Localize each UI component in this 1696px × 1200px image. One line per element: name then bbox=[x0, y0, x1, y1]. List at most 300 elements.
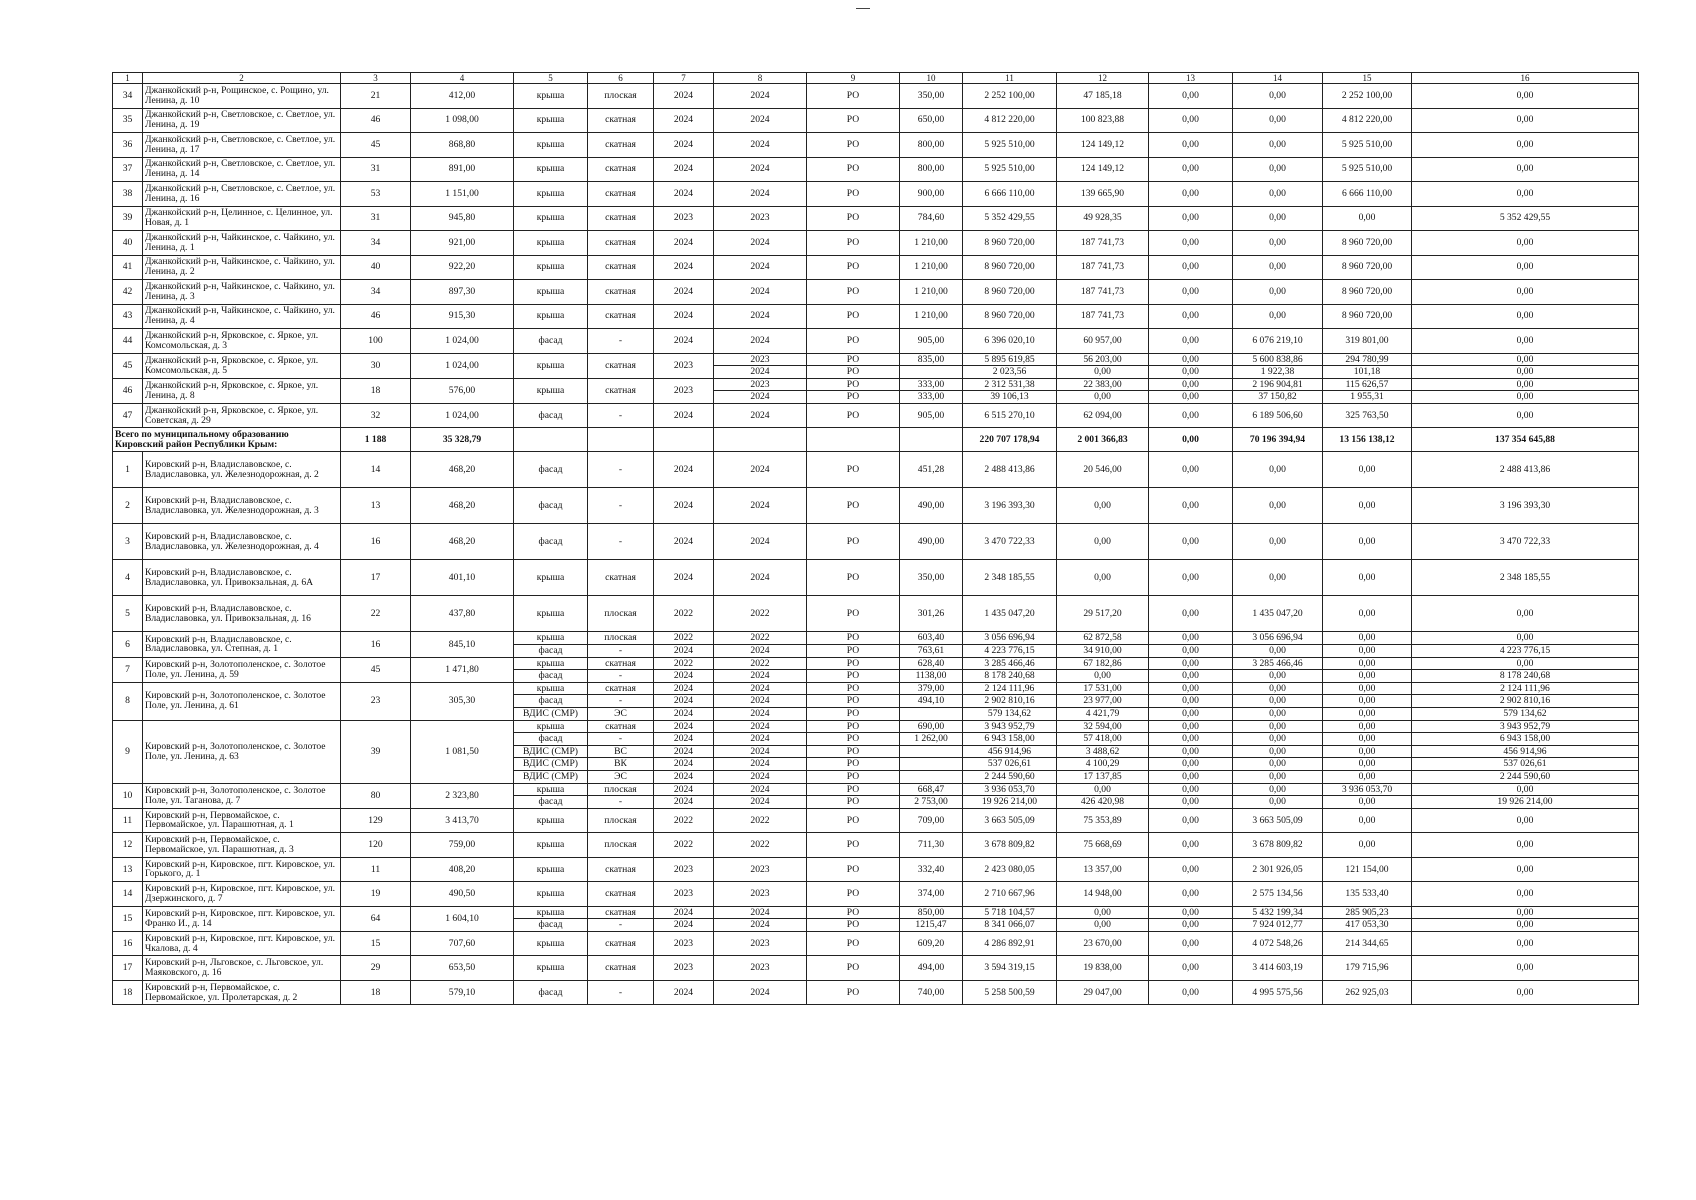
row-cell-c13: 0,00 bbox=[1149, 452, 1233, 488]
row-number: 14 bbox=[113, 882, 143, 907]
row-cell-c7: 2023 bbox=[654, 956, 714, 981]
row-cell-c10: 668,47 bbox=[900, 783, 963, 796]
table-row bbox=[113, 378, 1639, 391]
row-cell-c11: 2 488 413,86 bbox=[963, 452, 1057, 488]
row-number: 7 bbox=[113, 657, 143, 682]
row-cell-c8: 2023 bbox=[714, 857, 807, 882]
table-row bbox=[113, 280, 1639, 305]
row-number: 3 bbox=[113, 524, 143, 560]
row-cell-c7: 2024 bbox=[654, 980, 714, 1005]
row-cell-c8: 2024 bbox=[714, 720, 807, 733]
row-cell-c15: 0,00 bbox=[1323, 524, 1412, 560]
total-c12: 2 001 366,83 bbox=[1057, 428, 1149, 452]
row-cell-c16: 0,00 bbox=[1412, 255, 1639, 280]
row-cell-c6: - bbox=[588, 733, 654, 746]
row-cell-c13: 0,00 bbox=[1149, 808, 1233, 833]
row-address: Джанкойский р-н, Целинное, с. Целинное, ул. Новая, д. 1 bbox=[143, 206, 341, 231]
row-cell-c10: 800,00 bbox=[900, 133, 963, 158]
row-cell-c15: 8 960 720,00 bbox=[1323, 304, 1412, 329]
row-cell-c13: 0,00 bbox=[1149, 378, 1233, 391]
table-row bbox=[113, 632, 1639, 645]
row-cell-c7: 2023 bbox=[654, 857, 714, 882]
row-cell-c15: 0,00 bbox=[1323, 833, 1412, 858]
row-cell-c14: 3 663 505,09 bbox=[1233, 808, 1323, 833]
row-cell-c6: скатная bbox=[588, 882, 654, 907]
row-cell-c13: 0,00 bbox=[1149, 182, 1233, 207]
row-cell-c7: 2022 bbox=[654, 657, 714, 670]
row-cell-c15: 0,00 bbox=[1323, 644, 1412, 657]
row-number: 15 bbox=[113, 906, 143, 931]
row-cell-c5: крыша bbox=[514, 783, 588, 796]
row-cell-c5: крыша bbox=[514, 956, 588, 981]
row-cell-c9: РО bbox=[807, 906, 900, 919]
row-cell-c9: РО bbox=[807, 108, 900, 133]
row-cell-c14: 3 414 603,19 bbox=[1233, 956, 1323, 981]
row-cell-c8: 2024 bbox=[714, 524, 807, 560]
row-cell-c13: 0,00 bbox=[1149, 157, 1233, 182]
row-cell-c5: крыша bbox=[514, 560, 588, 596]
table-row bbox=[113, 304, 1639, 329]
table-row bbox=[113, 857, 1639, 882]
table-row bbox=[113, 882, 1639, 907]
row-apartments: 14 bbox=[341, 452, 411, 488]
row-cell-c14: 2 196 904,81 bbox=[1233, 378, 1323, 391]
row-area: 707,60 bbox=[411, 931, 514, 956]
row-cell-c11: 6 666 110,00 bbox=[963, 182, 1057, 207]
total-apartments: 1 188 bbox=[341, 428, 411, 452]
row-cell-c15: 0,00 bbox=[1323, 632, 1412, 645]
row-cell-c15: 0,00 bbox=[1323, 206, 1412, 231]
row-cell-c9: РО bbox=[807, 980, 900, 1005]
row-cell-c15: 0,00 bbox=[1323, 670, 1412, 683]
table-row bbox=[113, 682, 1639, 695]
row-cell-c14: 0,00 bbox=[1233, 682, 1323, 695]
row-number: 12 bbox=[113, 833, 143, 858]
row-cell-c7: 2022 bbox=[654, 833, 714, 858]
row-address: Кировский р-н, Первомайское, с. Первомайское, ул. Парашютная, д. 3 bbox=[143, 833, 341, 858]
row-cell-c11: 2 710 667,96 bbox=[963, 882, 1057, 907]
row-cell-c11: 2 902 810,16 bbox=[963, 695, 1057, 708]
row-address: Джанкойский р-н, Светловское, с. Светлое, ул. Ленина, д. 14 bbox=[143, 157, 341, 182]
row-cell-c15: 0,00 bbox=[1323, 657, 1412, 670]
row-cell-c16: 0,00 bbox=[1412, 133, 1639, 158]
row-cell-c5: крыша bbox=[514, 108, 588, 133]
table-row bbox=[113, 157, 1639, 182]
row-cell-c6: скатная bbox=[588, 906, 654, 919]
total-empty-cell bbox=[807, 428, 900, 452]
row-number: 9 bbox=[113, 720, 143, 783]
row-cell-c16: 0,00 bbox=[1412, 329, 1639, 354]
row-cell-c13: 0,00 bbox=[1149, 560, 1233, 596]
row-cell-c8: 2024 bbox=[714, 452, 807, 488]
row-cell-c6: плоская bbox=[588, 632, 654, 645]
row-cell-c12: 22 383,00 bbox=[1057, 378, 1149, 391]
row-cell-c15: 0,00 bbox=[1323, 682, 1412, 695]
row-cell-c11: 3 470 722,33 bbox=[963, 524, 1057, 560]
row-cell-c14: 4 995 575,56 bbox=[1233, 980, 1323, 1005]
row-cell-c14: 0,00 bbox=[1233, 206, 1323, 231]
row-cell-c8: 2024 bbox=[714, 980, 807, 1005]
row-cell-c15: 0,00 bbox=[1323, 452, 1412, 488]
row-cell-c15: 0,00 bbox=[1323, 770, 1412, 783]
row-cell-c11: 6 943 158,00 bbox=[963, 733, 1057, 746]
row-cell-c6: - bbox=[588, 403, 654, 428]
row-cell-c7: 2023 bbox=[654, 931, 714, 956]
row-cell-c15: 121 154,00 bbox=[1323, 857, 1412, 882]
row-area: 1 098,00 bbox=[411, 108, 514, 133]
row-cell-c12: 0,00 bbox=[1057, 524, 1149, 560]
table-row bbox=[113, 720, 1639, 733]
row-cell-c5: ВДИС (СМР) bbox=[514, 745, 588, 758]
row-cell-c6: ВС bbox=[588, 745, 654, 758]
row-cell-c5: крыша bbox=[514, 596, 588, 632]
row-cell-c10: 784,60 bbox=[900, 206, 963, 231]
row-cell-c7: 2023 bbox=[654, 882, 714, 907]
row-cell-c13: 0,00 bbox=[1149, 906, 1233, 919]
row-number: 42 bbox=[113, 280, 143, 305]
row-cell-c8: 2024 bbox=[714, 488, 807, 524]
col-header: 4 bbox=[411, 73, 514, 84]
row-cell-c14: 0,00 bbox=[1233, 231, 1323, 256]
row-address: Джанкойский р-н, Ярковское, с. Яркое, ул. Ленина, д. 8 bbox=[143, 378, 341, 403]
row-cell-c13: 0,00 bbox=[1149, 84, 1233, 109]
row-cell-c14: 0,00 bbox=[1233, 670, 1323, 683]
row-cell-c12: 4 421,79 bbox=[1057, 707, 1149, 720]
row-area: 401,10 bbox=[411, 560, 514, 596]
row-cell-c12: 57 418,00 bbox=[1057, 733, 1149, 746]
col-header: 9 bbox=[807, 73, 900, 84]
row-cell-c10: 1 210,00 bbox=[900, 231, 963, 256]
row-address: Кировский р-н, Льговское, с. Льговское, ул. Маяковского, д. 16 bbox=[143, 956, 341, 981]
col-header: 15 bbox=[1323, 73, 1412, 84]
row-cell-c11: 5 352 429,55 bbox=[963, 206, 1057, 231]
row-cell-c13: 0,00 bbox=[1149, 733, 1233, 746]
row-cell-c11: 3 943 952,79 bbox=[963, 720, 1057, 733]
row-cell-c9: РО bbox=[807, 206, 900, 231]
row-cell-c5: крыша bbox=[514, 206, 588, 231]
row-address: Джанкойский р-н, Чайкинское, с. Чайкино, ул. Ленина, д. 4 bbox=[143, 304, 341, 329]
row-cell-c5: ВДИС (СМР) bbox=[514, 707, 588, 720]
row-cell-c7: 2024 bbox=[654, 84, 714, 109]
row-cell-c12: 62 094,00 bbox=[1057, 403, 1149, 428]
row-cell-c14: 2 575 134,56 bbox=[1233, 882, 1323, 907]
row-cell-c12: 60 957,00 bbox=[1057, 329, 1149, 354]
row-cell-c7: 2024 bbox=[654, 524, 714, 560]
row-apartments: 22 bbox=[341, 596, 411, 632]
row-address: Кировский р-н, Золотополенское, с. Золотое Поле, ул. Таганова, д. 7 bbox=[143, 783, 341, 808]
row-cell-c9: РО bbox=[807, 329, 900, 354]
row-address: Джанкойский р-н, Светловское, с. Светлое, ул. Ленина, д. 17 bbox=[143, 133, 341, 158]
col-header: 13 bbox=[1149, 73, 1233, 84]
row-number: 13 bbox=[113, 857, 143, 882]
row-cell-c14: 0,00 bbox=[1233, 255, 1323, 280]
row-cell-c11: 3 678 809,82 bbox=[963, 833, 1057, 858]
row-cell-c9: РО bbox=[807, 452, 900, 488]
row-cell-c10: 333,00 bbox=[900, 378, 963, 391]
row-cell-c5: фасад bbox=[514, 695, 588, 708]
row-cell-c6: - bbox=[588, 695, 654, 708]
row-cell-c5: крыша bbox=[514, 808, 588, 833]
row-cell-c11: 5 258 500,59 bbox=[963, 980, 1057, 1005]
column-number-row bbox=[113, 73, 1639, 84]
row-cell-c14: 0,00 bbox=[1233, 707, 1323, 720]
row-area: 468,20 bbox=[411, 524, 514, 560]
row-cell-c6: - bbox=[588, 644, 654, 657]
row-apartments: 40 bbox=[341, 255, 411, 280]
table-row bbox=[113, 980, 1639, 1005]
row-cell-c6: ВК bbox=[588, 758, 654, 771]
row-cell-c8: 2024 bbox=[714, 182, 807, 207]
row-cell-c15: 179 715,96 bbox=[1323, 956, 1412, 981]
col-header: 16 bbox=[1412, 73, 1639, 84]
row-cell-c7: 2024 bbox=[654, 758, 714, 771]
row-cell-c13: 0,00 bbox=[1149, 919, 1233, 932]
row-address: Джанкойский р-н, Светловское, с. Светлое, ул. Ленина, д. 16 bbox=[143, 182, 341, 207]
row-cell-c14: 0,00 bbox=[1233, 770, 1323, 783]
row-address: Кировский р-н, Владиславовское, с. Владиславовка, ул. Железнодорожная, д. 4 bbox=[143, 524, 341, 560]
row-element: крыша bbox=[514, 378, 588, 403]
row-cell-c8: 2023 bbox=[714, 353, 807, 366]
row-cell-c15: 135 533,40 bbox=[1323, 882, 1412, 907]
row-address: Джанкойский р-н, Чайкинское, с. Чайкино, ул. Ленина, д. 3 bbox=[143, 280, 341, 305]
row-cell-c10: 711,30 bbox=[900, 833, 963, 858]
row-cell-c10 bbox=[900, 707, 963, 720]
row-cell-c11: 2 124 111,96 bbox=[963, 682, 1057, 695]
row-cell-c16: 537 026,61 bbox=[1412, 758, 1639, 771]
row-apartments: 46 bbox=[341, 108, 411, 133]
row-cell-c14: 6 076 219,10 bbox=[1233, 329, 1323, 354]
row-number: 46 bbox=[113, 378, 143, 403]
row-cell-c8: 2022 bbox=[714, 808, 807, 833]
row-cell-c10: 333,00 bbox=[900, 391, 963, 404]
row-cell-c12: 23 977,00 bbox=[1057, 695, 1149, 708]
row-cell-c16: 2 124 111,96 bbox=[1412, 682, 1639, 695]
row-area: 1 024,00 bbox=[411, 353, 514, 378]
row-cell-c16: 0,00 bbox=[1412, 657, 1639, 670]
row-cell-c7: 2024 bbox=[654, 720, 714, 733]
row-cell-c16: 0,00 bbox=[1412, 403, 1639, 428]
row-element: крыша bbox=[514, 353, 588, 378]
row-cell-c6: скатная bbox=[588, 956, 654, 981]
row-cell-c9: РО bbox=[807, 833, 900, 858]
row-cell-c9: РО bbox=[807, 133, 900, 158]
row-cell-c8: 2024 bbox=[714, 770, 807, 783]
row-cell-c10: 332,40 bbox=[900, 857, 963, 882]
row-cell-c10: 628,40 bbox=[900, 657, 963, 670]
row-area: 490,50 bbox=[411, 882, 514, 907]
row-cell-c10: 490,00 bbox=[900, 488, 963, 524]
row-cell-c11: 3 285 466,46 bbox=[963, 657, 1057, 670]
row-cell-c12: 67 182,86 bbox=[1057, 657, 1149, 670]
row-cell-c5: крыша bbox=[514, 931, 588, 956]
row-cell-c16: 0,00 bbox=[1412, 808, 1639, 833]
row-cell-c8: 2024 bbox=[714, 304, 807, 329]
row-cell-c16: 19 926 214,00 bbox=[1412, 796, 1639, 809]
row-cell-c6: скатная bbox=[588, 560, 654, 596]
row-cell-c10: 350,00 bbox=[900, 560, 963, 596]
row-cell-c9: РО bbox=[807, 84, 900, 109]
row-cell-c11: 5 925 510,00 bbox=[963, 157, 1057, 182]
row-cell-c11: 5 718 104,57 bbox=[963, 906, 1057, 919]
row-cell-c15: 1 955,31 bbox=[1323, 391, 1412, 404]
row-cell-c11: 2 244 590,60 bbox=[963, 770, 1057, 783]
row-cell-c12: 139 665,90 bbox=[1057, 182, 1149, 207]
table-row bbox=[113, 206, 1639, 231]
row-area: 915,30 bbox=[411, 304, 514, 329]
col-header: 8 bbox=[714, 73, 807, 84]
row-cell-c16: 4 223 776,15 bbox=[1412, 644, 1639, 657]
row-cell-c11: 456 914,96 bbox=[963, 745, 1057, 758]
row-cell-c16: 0,00 bbox=[1412, 304, 1639, 329]
row-cell-c16: 5 352 429,55 bbox=[1412, 206, 1639, 231]
table-body bbox=[113, 73, 1639, 1005]
row-cell-c12: 75 353,89 bbox=[1057, 808, 1149, 833]
row-cell-c12: 17 137,85 bbox=[1057, 770, 1149, 783]
row-apartments: 46 bbox=[341, 304, 411, 329]
row-cell-c12: 0,00 bbox=[1057, 391, 1149, 404]
row-cell-c11: 2 252 100,00 bbox=[963, 84, 1057, 109]
row-cell-c13: 0,00 bbox=[1149, 670, 1233, 683]
row-cell-c8: 2024 bbox=[714, 108, 807, 133]
row-cell-c5: фасад bbox=[514, 403, 588, 428]
row-cell-c15: 8 960 720,00 bbox=[1323, 255, 1412, 280]
row-cell-c11: 3 196 393,30 bbox=[963, 488, 1057, 524]
row-cell-c10: 905,00 bbox=[900, 403, 963, 428]
row-cell-c6: - bbox=[588, 796, 654, 809]
row-cell-c6: скатная bbox=[588, 657, 654, 670]
row-cell-c12: 4 100,29 bbox=[1057, 758, 1149, 771]
row-cell-c15: 0,00 bbox=[1323, 796, 1412, 809]
row-cell-c15: 0,00 bbox=[1323, 720, 1412, 733]
row-cell-c7: 2024 bbox=[654, 560, 714, 596]
row-cell-c9: РО bbox=[807, 720, 900, 733]
row-cell-c16: 0,00 bbox=[1412, 632, 1639, 645]
total-empty-cell bbox=[654, 428, 714, 452]
row-area: 1 024,00 bbox=[411, 403, 514, 428]
row-apartments: 39 bbox=[341, 720, 411, 783]
table-row bbox=[113, 231, 1639, 256]
row-cell-c16: 0,00 bbox=[1412, 857, 1639, 882]
row-cell-c5: крыша bbox=[514, 882, 588, 907]
row-cell-c14: 0,00 bbox=[1233, 452, 1323, 488]
row-year-plan: 2023 bbox=[654, 378, 714, 403]
row-cell-c6: скатная bbox=[588, 931, 654, 956]
row-cell-c13: 0,00 bbox=[1149, 882, 1233, 907]
row-cell-c9: РО bbox=[807, 657, 900, 670]
row-cell-c5: крыша bbox=[514, 906, 588, 919]
row-area: 897,30 bbox=[411, 280, 514, 305]
total-c13: 0,00 bbox=[1149, 428, 1233, 452]
row-cell-c14: 7 924 012,77 bbox=[1233, 919, 1323, 932]
row-cell-c9: РО bbox=[807, 808, 900, 833]
row-cell-c6: - bbox=[588, 980, 654, 1005]
total-label: Всего по муниципальному образованию Кировский район Республики Крым: bbox=[113, 428, 341, 452]
row-cell-c14: 5 600 838,86 bbox=[1233, 353, 1323, 366]
row-number: 11 bbox=[113, 808, 143, 833]
row-cell-c5: крыша bbox=[514, 657, 588, 670]
row-cell-c12: 187 741,73 bbox=[1057, 304, 1149, 329]
row-address: Джанкойский р-н, Чайкинское, с. Чайкино, ул. Ленина, д. 1 bbox=[143, 231, 341, 256]
row-cell-c8: 2024 bbox=[714, 695, 807, 708]
row-cell-c8: 2022 bbox=[714, 632, 807, 645]
row-cell-c9: РО bbox=[807, 391, 900, 404]
row-cell-c12: 56 203,00 bbox=[1057, 353, 1149, 366]
row-cell-c11: 8 960 720,00 bbox=[963, 231, 1057, 256]
row-cell-c8: 2024 bbox=[714, 231, 807, 256]
row-cell-c13: 0,00 bbox=[1149, 657, 1233, 670]
row-cell-c14: 3 285 466,46 bbox=[1233, 657, 1323, 670]
table-row bbox=[113, 657, 1639, 670]
row-area: 305,30 bbox=[411, 682, 514, 720]
row-cell-c14: 0,00 bbox=[1233, 84, 1323, 109]
row-apartments: 80 bbox=[341, 783, 411, 808]
row-cell-c11: 3 594 319,15 bbox=[963, 956, 1057, 981]
row-cell-c12: 17 531,00 bbox=[1057, 682, 1149, 695]
row-cell-c11: 537 026,61 bbox=[963, 758, 1057, 771]
row-cell-c10: 1 210,00 bbox=[900, 304, 963, 329]
row-cell-c5: фасад bbox=[514, 452, 588, 488]
row-cell-c12: 3 488,62 bbox=[1057, 745, 1149, 758]
row-cell-c16: 0,00 bbox=[1412, 956, 1639, 981]
row-cell-c16: 0,00 bbox=[1412, 919, 1639, 932]
row-cell-c11: 8 341 066,07 bbox=[963, 919, 1057, 932]
row-cell-c6: скатная bbox=[588, 182, 654, 207]
row-address: Кировский р-н, Кировское, пгт. Кировское, ул. Дзержинского, д. 7 bbox=[143, 882, 341, 907]
row-cell-c5: крыша bbox=[514, 84, 588, 109]
row-area: 945,80 bbox=[411, 206, 514, 231]
row-cell-c15: 2 252 100,00 bbox=[1323, 84, 1412, 109]
row-cell-c10: 690,00 bbox=[900, 720, 963, 733]
row-cell-c13: 0,00 bbox=[1149, 353, 1233, 366]
row-cell-c6: - bbox=[588, 919, 654, 932]
row-cell-c16: 0,00 bbox=[1412, 353, 1639, 366]
row-cell-c11: 19 926 214,00 bbox=[963, 796, 1057, 809]
row-cell-c11: 4 223 776,15 bbox=[963, 644, 1057, 657]
col-header: 11 bbox=[963, 73, 1057, 84]
row-cell-c13: 0,00 bbox=[1149, 524, 1233, 560]
row-cell-c11: 2 023,56 bbox=[963, 366, 1057, 379]
row-cell-c13: 0,00 bbox=[1149, 403, 1233, 428]
row-cell-c10 bbox=[900, 366, 963, 379]
row-apartments: 53 bbox=[341, 182, 411, 207]
row-cell-c14: 0,00 bbox=[1233, 280, 1323, 305]
row-cell-c5: крыша bbox=[514, 255, 588, 280]
row-number: 1 bbox=[113, 452, 143, 488]
row-cell-c10: 740,00 bbox=[900, 980, 963, 1005]
row-number: 34 bbox=[113, 84, 143, 109]
row-cell-c16: 3 943 952,79 bbox=[1412, 720, 1639, 733]
table-row bbox=[113, 84, 1639, 109]
row-cell-c11: 6 515 270,10 bbox=[963, 403, 1057, 428]
row-cell-c10: 350,00 bbox=[900, 84, 963, 109]
row-apartments: 45 bbox=[341, 657, 411, 682]
total-c16: 137 354 645,88 bbox=[1412, 428, 1639, 452]
row-cell-c12: 124 149,12 bbox=[1057, 133, 1149, 158]
row-cell-c8: 2024 bbox=[714, 758, 807, 771]
row-cell-c6: скатная bbox=[588, 108, 654, 133]
row-cell-c7: 2024 bbox=[654, 644, 714, 657]
row-address: Кировский р-н, Золотополенское, с. Золотое Поле, ул. Ленина, д. 59 bbox=[143, 657, 341, 682]
row-cell-c6: плоская bbox=[588, 808, 654, 833]
row-cell-c14: 3 056 696,94 bbox=[1233, 632, 1323, 645]
row-cell-c5: крыша bbox=[514, 632, 588, 645]
row-number: 17 bbox=[113, 956, 143, 981]
total-c14: 70 196 394,94 bbox=[1233, 428, 1323, 452]
row-area: 922,20 bbox=[411, 255, 514, 280]
row-cell-c15: 0,00 bbox=[1323, 733, 1412, 746]
row-area: 868,80 bbox=[411, 133, 514, 158]
row-cell-c12: 20 546,00 bbox=[1057, 452, 1149, 488]
